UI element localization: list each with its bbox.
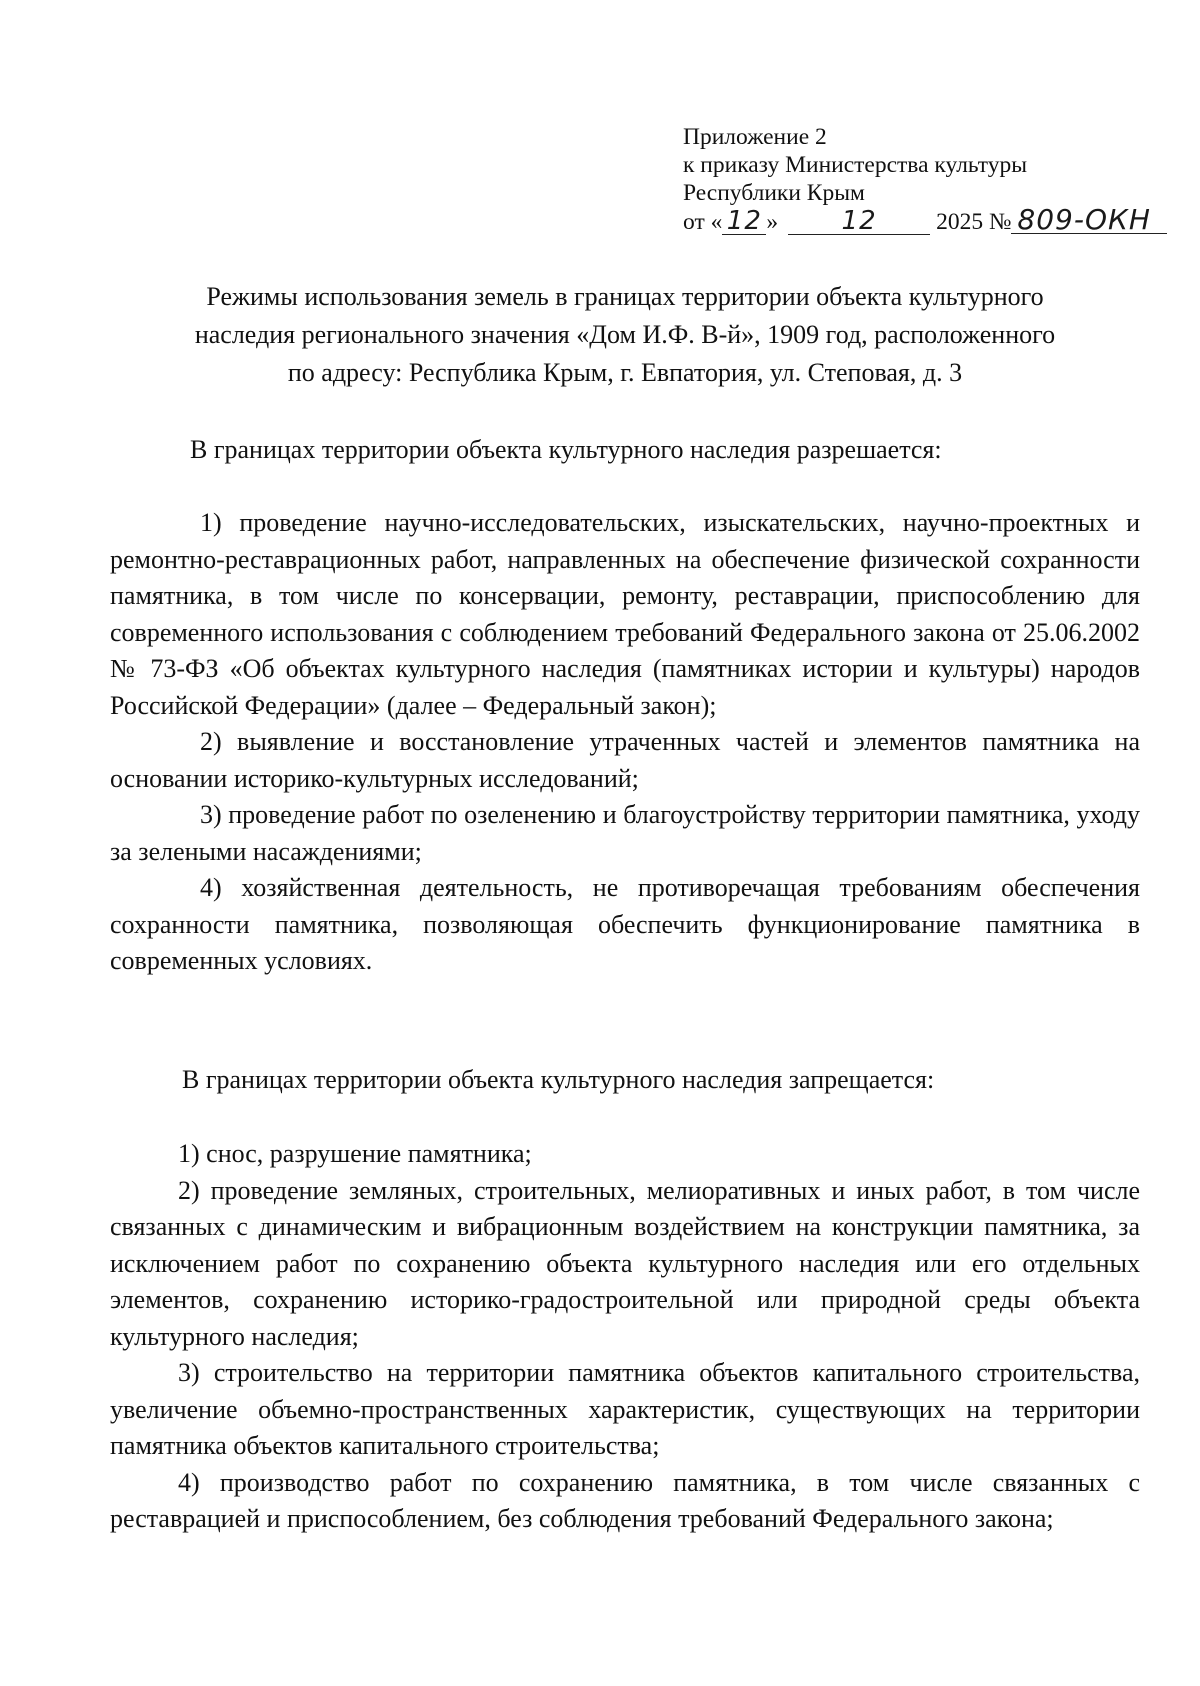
appendix-label: Приложение 2 (683, 124, 827, 150)
allowed-list (110, 505, 1140, 980)
document-title (110, 278, 1140, 392)
list-item: 1) снос, разрушение памятника; (178, 1139, 532, 1168)
list-item: 4) производство работ по сохранению памятника, в том числе связанных с реставрацией и приспособлением, без соблюдения требований Федерального закона; (110, 1467, 1140, 1533)
date-day: 12 (722, 208, 766, 235)
date-prefix: от « (683, 209, 723, 235)
list-item: 3) проведение работ по озеленению и благоустройству территории памятника, уходу за зелеными насаждениями; (110, 800, 1140, 866)
date-month: 12 (788, 208, 930, 235)
list-item: 4) хозяйственная деятельность, не противоречащая требованиям обеспечения сохранности памятника, позволяющая обеспечить функционирование памятника в современных условиях. (110, 873, 1140, 975)
list-item: 1) проведение научно-исследовательских, изыскательских, научно-проектных и ремонтно-реставрационных работ, направленных на обеспечение физической сохранности памятника, в том числе по консервации, ремонту, реставрации, приспособлению для современного использования с соблюдением требований Федерального закона от 25.06.2002 № 73-ФЗ «Об объектах культурного наследия (памятниках истории и культуры) народов Российской Федерации» (далее – Федеральный закон); (110, 508, 1140, 720)
date-year: 2025 № (936, 209, 1012, 235)
order-date-line (683, 203, 1163, 236)
appendix-header (683, 123, 1163, 236)
forbidden-heading: В границах территории объекта культурного наследия запрещается: (182, 1065, 935, 1094)
order-reference: к приказу Министерства культуры (683, 152, 1027, 178)
forbidden-list (110, 1136, 1140, 1538)
title-line: по адресу: Республика Крым, г. Евпатория, ул. Степовая, д. 3 (287, 358, 963, 387)
title-line: наследия регионального значения «Дом И.Ф. В-й», 1909 год, расположенного (194, 320, 1056, 349)
title-line: Режимы использования земель в границах территории объекта культурного (206, 282, 1044, 311)
allowed-heading: В границах территории объекта культурного наследия разрешается: (190, 435, 942, 464)
list-item: 2) выявление и восстановление утраченных частей и элементов памятника на основании историко-культурных исследований; (110, 727, 1140, 793)
order-number: 809-ОКН (1011, 207, 1167, 234)
list-item: 2) проведение земляных, строительных, мелиоративных и иных работ, в том числе связанных с динамическим и вибрационным воздействием на конструкции памятника, за исключением работ по сохранению объекта культурного наследия или его отдельных элементов, сохранению историко-градостроительной или природной среды объекта культурного наследия; (110, 1175, 1140, 1351)
date-mid: » (766, 209, 779, 235)
list-item: 3) строительство на территории памятника объектов капитального строительства, увеличение объемно-пространственных характеристик, существующих на территории памятника объектов капитального строительства; (110, 1358, 1140, 1460)
ministry-region: Республики Крым (683, 180, 865, 206)
